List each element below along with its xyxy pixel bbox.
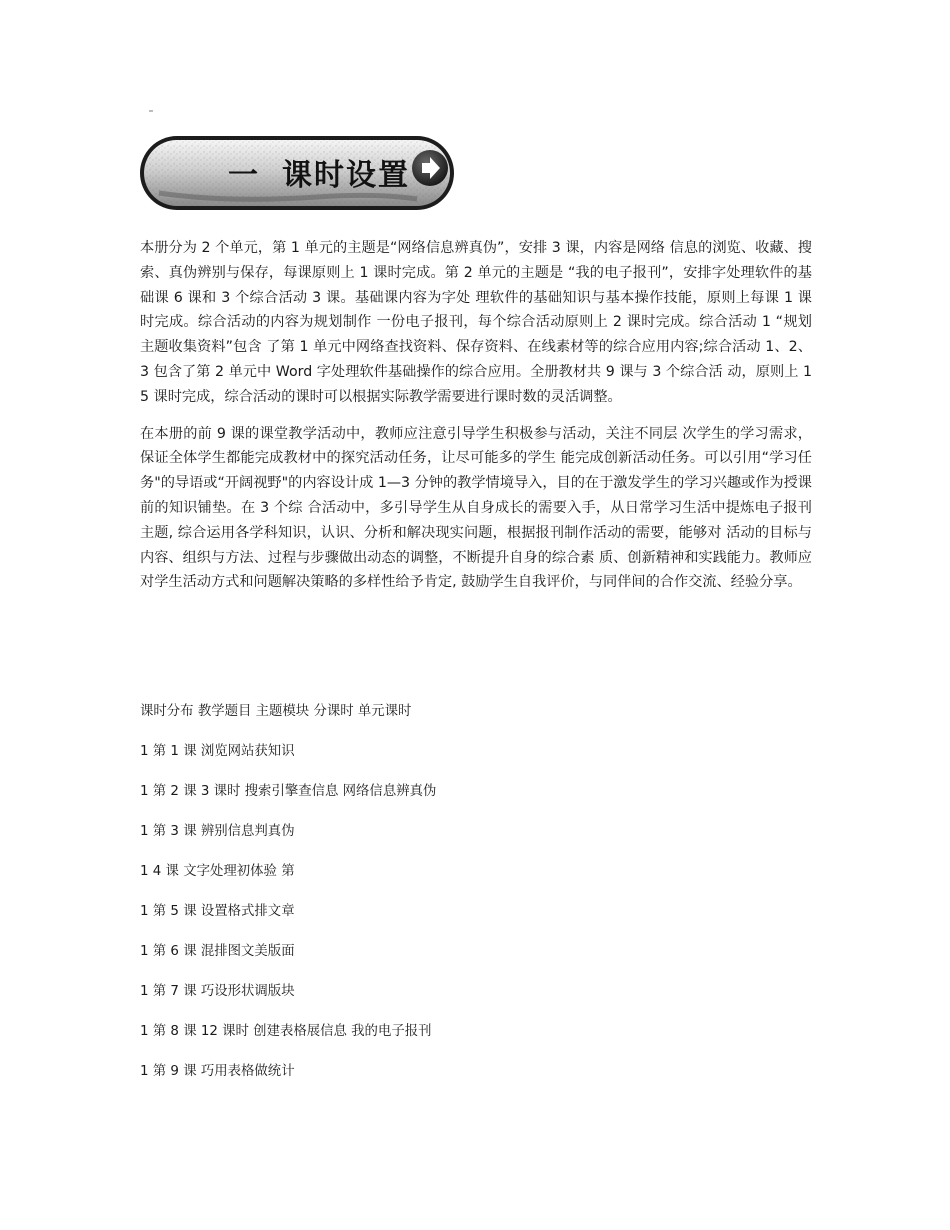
schedule-line: 1 第 7 课 巧设形状调版块	[140, 984, 295, 999]
paragraph-course-arrangement: 本册分为 2 个单元，第 1 单元的主题是“网络信息辨真伪”，安排 3 课，内容是网络 信息的浏览、收藏、搜索、真伪辨别与保存，每课原则上 1 课时完成。第 2 单元的主题是 “我的电子报刊”，安排字处理软件的基础课 6 课和 3 个综合活动 3 课。基础课内容为字处 理软件的基础知识与基本操作技能，原则上每课 1 课时完成。综合活动的内容为规划制作 一份电子报刊，每个综合活动原则上 2 课时完成。综合活动 1 “规划主题收集资料”包含 了第 1 单元中网络查找资料、保存资料、在线素材等的综合应用内容;综合活动 1、2、3 包含了第 2 单元中 Word 字处理软件基础操作的综合应用。全册教材共 9 课与 3 个综合活 动，原则上 15 课时完成，综合活动的课时可以根据实际教学需要进行课时数的灵活调整。	[140, 240, 812, 405]
scan-speck	[149, 110, 153, 112]
schedule-line: 1 第 3 课 辨别信息判真伪	[140, 824, 295, 839]
lesson-schedule	[140, 700, 812, 1100]
section-title: 课时设置	[282, 158, 410, 193]
body-text	[140, 236, 812, 595]
schedule-line: 1 第 8 课 12 课时 创建表格展信息 我的电子报刊	[140, 1024, 432, 1039]
schedule-line: 1 第 9 课 巧用表格做统计	[140, 1064, 295, 1079]
paragraph-teaching-guidance: 在本册的前 9 课的课堂教学活动中，教师应注意引导学生积极参与活动，关注不同层 次学生的学习需求，保证全体学生都能完成教材中的探究活动任务，让尽可能多的学生 能完成创新活动任务。可以引用“学习任务"的导语或“开阔视野"的内容设计成 1—3 分钟的教学情境导入，目的在于激发学生的学习兴趣或作为授课前的知识铺垫。在 3 个综 合活动中，多引导学生从自身成长的需要入手，从日常学习生活中提炼电子报刊主题, 综合运用各学科知识，认识、分析和解决现实问题，根据报刊制作活动的需要，能够对 活动的目标与内容、组织与方法、过程与步骤做出动态的调整，不断提升自身的综合素 质、创新精神和实践能力。教师应对学生活动方式和问题解决策略的多样性给予肯定, 鼓励学生自我评价，与同伴间的合作交流、经验分享。	[140, 425, 812, 591]
schedule-line: 1 第 2 课 3 课时 搜索引擎查信息 网络信息辨真伪	[140, 784, 437, 799]
schedule-header-line: 课时分布 教学题目 主题模块 分课时 单元课时	[140, 704, 412, 719]
schedule-line: 1 第 1 课 浏览网站获知识	[140, 744, 295, 759]
section-heading	[228, 150, 410, 194]
schedule-line: 1 第 5 课 设置格式排文章	[140, 904, 295, 919]
schedule-line: 1 第 6 课 混排图文美版面	[140, 944, 295, 959]
section-number: 一	[228, 158, 260, 193]
schedule-line: 1 4 课 文字处理初体验 第	[140, 864, 295, 879]
